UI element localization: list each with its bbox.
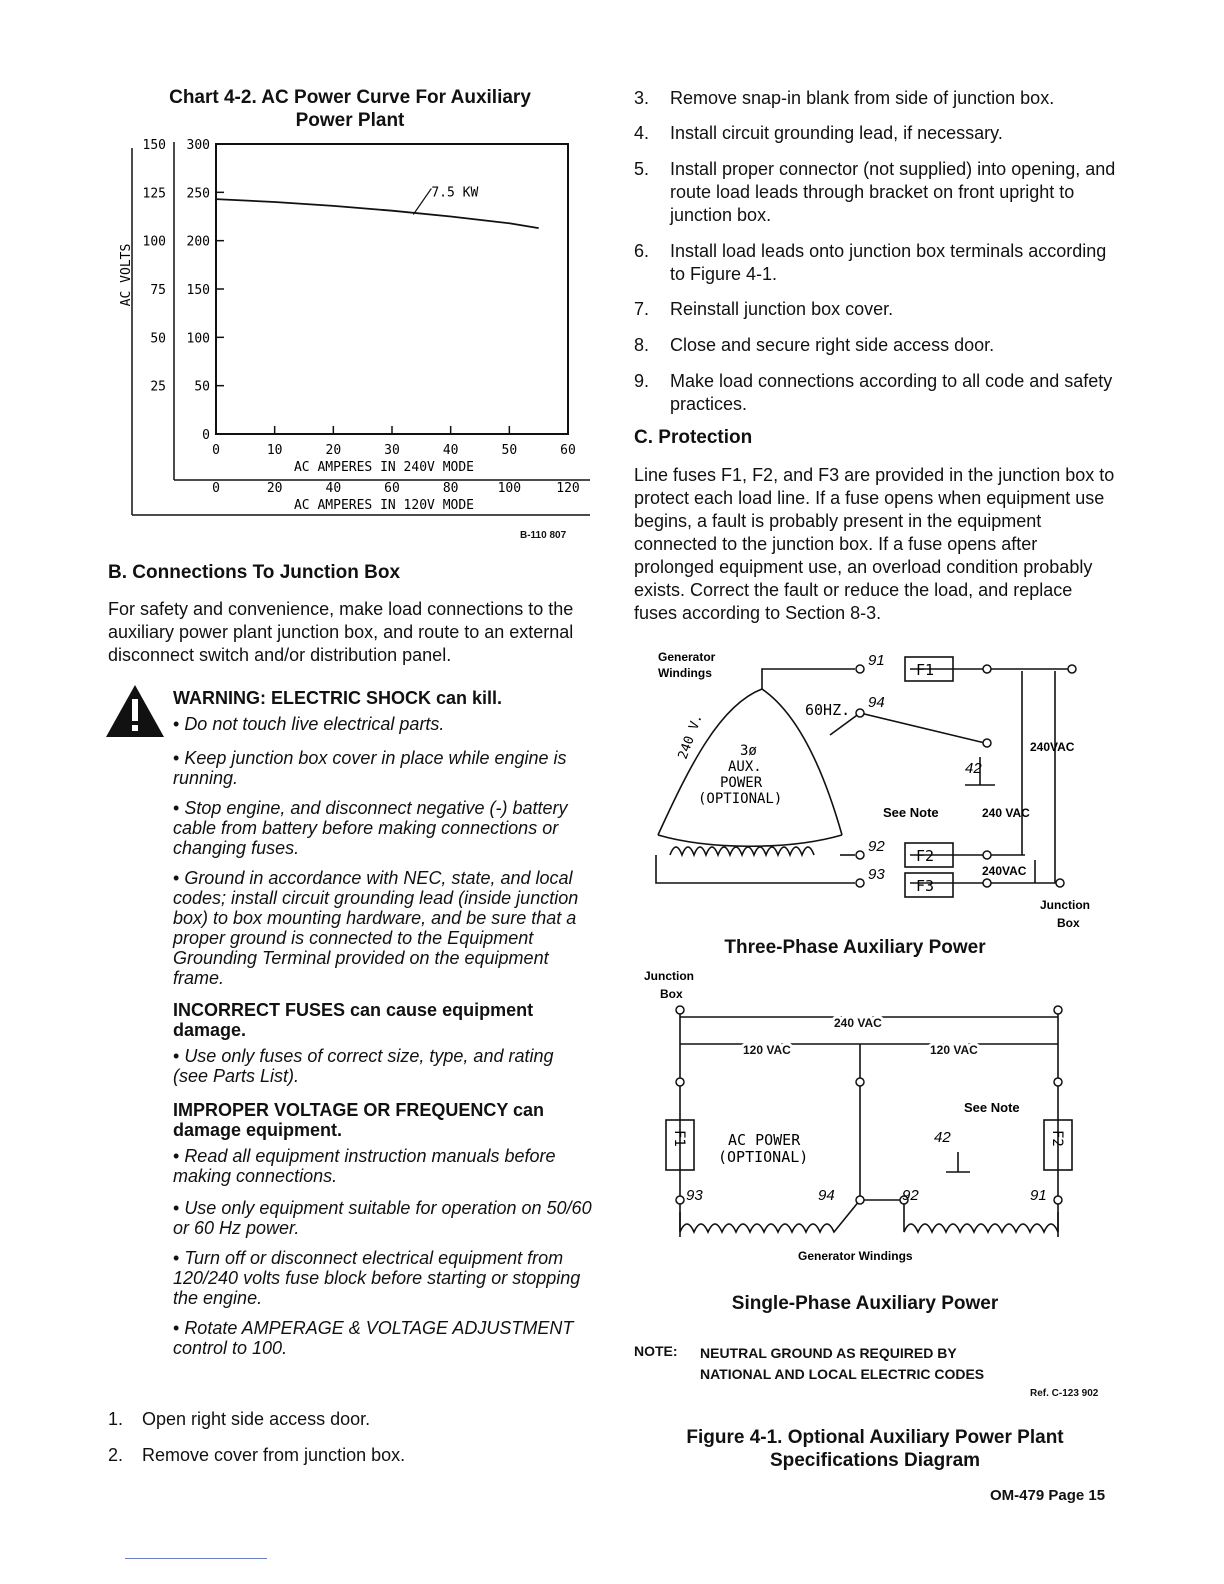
y2-tick-label: 100	[142, 234, 166, 250]
wire-label: 91	[868, 652, 885, 669]
single-phase-diagram	[638, 962, 1088, 1272]
voltage-120-label: 120 VAC	[743, 1043, 791, 1057]
y2-tick-label: 50	[150, 331, 166, 347]
gen-windings-label: Generator	[658, 650, 716, 664]
x-tick-label: 40	[442, 443, 459, 458]
chart-title: Chart 4-2. AC Power Curve For Auxiliary Power Plant	[169, 87, 531, 131]
warning-icon	[104, 683, 166, 739]
step-4: 4. Install circuit grounding lead, if necessary.	[634, 123, 1003, 143]
center-label: AC POWER	[728, 1131, 801, 1149]
page-footer: OM-479 Page 15	[990, 1487, 1106, 1504]
warning-bullet: • Keep junction box cover in place while engine is running.	[173, 748, 593, 788]
voltage-label: 240 V.	[675, 712, 706, 762]
y-tick-label: 250	[186, 186, 210, 202]
step-5: 5. Install proper connector (not supplied) into opening, and route load leads through bracket on front upright to junction box.	[634, 159, 1116, 225]
voltage-240-label: 240VAC	[1030, 740, 1075, 754]
y-tick-label: 0	[202, 428, 210, 443]
single-phase-caption: Single-Phase Auxiliary Power	[731, 1293, 999, 1314]
voltage-240-label: 240 VAC	[982, 806, 1030, 820]
note-label: NOTE:	[634, 1343, 678, 1359]
see-note-label: See Note	[964, 1100, 1020, 1115]
curve-label: 7.5 KW	[431, 185, 479, 201]
step-3: 3. Remove snap-in blank from side of junction box.	[634, 88, 1055, 108]
wire-label: 91	[1030, 1187, 1047, 1204]
voltage-240-label: 240VAC	[982, 864, 1027, 878]
power-curve-line	[216, 199, 539, 228]
ac-power-curve-chart	[110, 130, 600, 525]
warning-bullet: • Use only equipment suitable for operation on 50/60 or 60 Hz power.	[173, 1198, 593, 1238]
voltage-120-label: 120 VAC	[930, 1043, 978, 1057]
y-axis-label: AC VOLTS	[119, 243, 134, 307]
x2-tick-label: 20	[266, 481, 283, 496]
step-9: 9. Make load connections according to all code and safety practices.	[634, 371, 1113, 414]
y2-tick-label: 125	[142, 186, 166, 202]
junction-box-label: Junction	[1040, 898, 1090, 912]
x2-tick-label: 60	[384, 481, 400, 496]
gen-windings-label: Generator Windings	[798, 1249, 913, 1263]
junction-box-label: Box	[1057, 916, 1080, 930]
diagram-reference: Ref. C-123 902	[1030, 1388, 1099, 1399]
wire-label: 92	[902, 1187, 919, 1204]
warning-bullet: • Rotate AMPERAGE & VOLTAGE ADJUSTMENT control to 100.	[173, 1318, 593, 1358]
section-b-body: For safety and convenience, make load connections to the auxiliary power plant junction box, and route to an external disconnect switch and/or distribution panel.	[108, 599, 574, 665]
chart-reference: B-110 807	[520, 530, 567, 541]
warning-bullet: • Do not touch live electrical parts.	[173, 714, 593, 734]
x-tick-label: 20	[325, 443, 342, 458]
y-tick-label: 100	[186, 331, 210, 347]
warning-electric-shock: WARNING: ELECTRIC SHOCK can kill.	[173, 688, 503, 708]
section-b-title: B. Connections To Junction Box	[108, 562, 401, 583]
warning-bullet: • Ground in accordance with NEC, state, and local codes; install circuit grounding lead (inside junction box) to box mounting hardware, and be sure that a proper ground is connected to the Equipment Grounding Terminal provided on the equipment frame.	[173, 868, 593, 988]
warning-bullet: • Use only fuses of correct size, type, and rating (see Parts List).	[173, 1046, 593, 1086]
center-label: (OPTIONAL)	[718, 1148, 809, 1166]
fuse-f2: F2	[1049, 1130, 1065, 1147]
y-tick-label: 200	[186, 234, 210, 250]
y-tick-label: 50	[194, 379, 210, 395]
x-tick-label: 0	[212, 443, 220, 458]
three-phase-caption: Three-Phase Auxiliary Power	[724, 937, 986, 958]
x-tick-label: 30	[384, 443, 400, 458]
gen-windings-label: Windings	[658, 666, 712, 680]
step-1: 1. Open right side access door.	[108, 1409, 371, 1429]
wire-label: 42	[965, 760, 982, 777]
junction-box-label: Box	[660, 987, 683, 1001]
voltage-240-label: 240 VAC	[834, 1016, 882, 1030]
section-c-title: C. Protection	[634, 427, 753, 448]
x2-axis-label: AC AMPERES IN 120V MODE	[293, 498, 475, 513]
wire-label: 94	[868, 694, 885, 711]
wire-label: 94	[818, 1187, 835, 1204]
x2-tick-label: 0	[212, 481, 220, 496]
x2-tick-label: 40	[325, 481, 342, 496]
curve-label-leader	[413, 189, 431, 215]
wire-label: 92	[868, 838, 885, 855]
y-tick-label: 300	[186, 138, 210, 153]
warning-bullet: • Turn off or disconnect electrical equipment from 120/240 volts fuse block before starting or stopping the engine.	[173, 1248, 593, 1308]
wire-label: 93	[686, 1187, 703, 1204]
y2-tick-label: 150	[142, 138, 166, 153]
note-text: NEUTRAL GROUND AS REQUIRED BY NATIONAL AND LOCAL ELECTRIC CODES	[700, 1345, 985, 1382]
y2-tick-label: 75	[150, 283, 166, 298]
junction-box-label: Junction	[644, 969, 694, 983]
x-tick-label: 10	[266, 443, 283, 458]
x-tick-label: 50	[501, 443, 518, 458]
y2-tick-label: 25	[150, 379, 166, 395]
x2-tick-label: 120	[556, 481, 580, 496]
y-tick-label: 150	[186, 283, 210, 298]
wire-label: 42	[934, 1129, 951, 1146]
footer-rule	[125, 1558, 267, 1559]
fuse-f1: F1	[671, 1130, 687, 1147]
warning-bullet: • Read all equipment instruction manuals before making connections.	[173, 1146, 593, 1186]
see-note-label: See Note	[883, 805, 939, 820]
fuse-f2: F2	[916, 847, 935, 865]
warning-incorrect-fuses: INCORRECT FUSES can cause equipment damage.	[173, 1000, 534, 1040]
warning-bullet: • Stop engine, and disconnect negative (-) battery cable from battery before making connections or changing fuses.	[173, 798, 593, 858]
center-label: 3ø	[740, 743, 757, 759]
three-phase-diagram	[650, 645, 1110, 940]
fuse-f1: F1	[916, 661, 935, 679]
wire-label: 93	[868, 866, 885, 883]
step-2: 2. Remove cover from junction box.	[108, 1445, 406, 1465]
center-label: AUX.	[728, 759, 762, 775]
section-c-body: Line fuses F1, F2, and F3 are provided in the junction box to protect each load line. If a fuse opens when equipment use begins, a fault is probably present in the equipment connected to the junction box. If a fuse opens after prolonged equipment use, an overload condition probably exists. Correct the fault or reduce the load, and replace fuses according to Section 8-3.	[634, 465, 1115, 623]
x-tick-label: 60	[560, 443, 576, 458]
step-7: 7. Reinstall junction box cover.	[634, 299, 894, 319]
x-axis-label: AC AMPERES IN 240V MODE	[293, 460, 475, 475]
step-6: 6. Install load leads onto junction box terminals according to Figure 4-1.	[634, 241, 1107, 284]
step-8: 8. Close and secure right side access door.	[634, 335, 995, 355]
center-label: POWER	[720, 775, 763, 791]
fuse-f3: F3	[916, 877, 935, 895]
freq-label: 60HZ.	[805, 701, 851, 719]
figure-caption: Figure 4-1. Optional Auxiliary Power Plant Specifications Diagram	[686, 1427, 1064, 1471]
x2-tick-label: 100	[497, 481, 522, 496]
x2-tick-label: 80	[442, 481, 459, 496]
center-label: (OPTIONAL)	[698, 791, 783, 807]
warning-improper-voltage: IMPROPER VOLTAGE OR FREQUENCY can damage equipment.	[173, 1100, 545, 1140]
